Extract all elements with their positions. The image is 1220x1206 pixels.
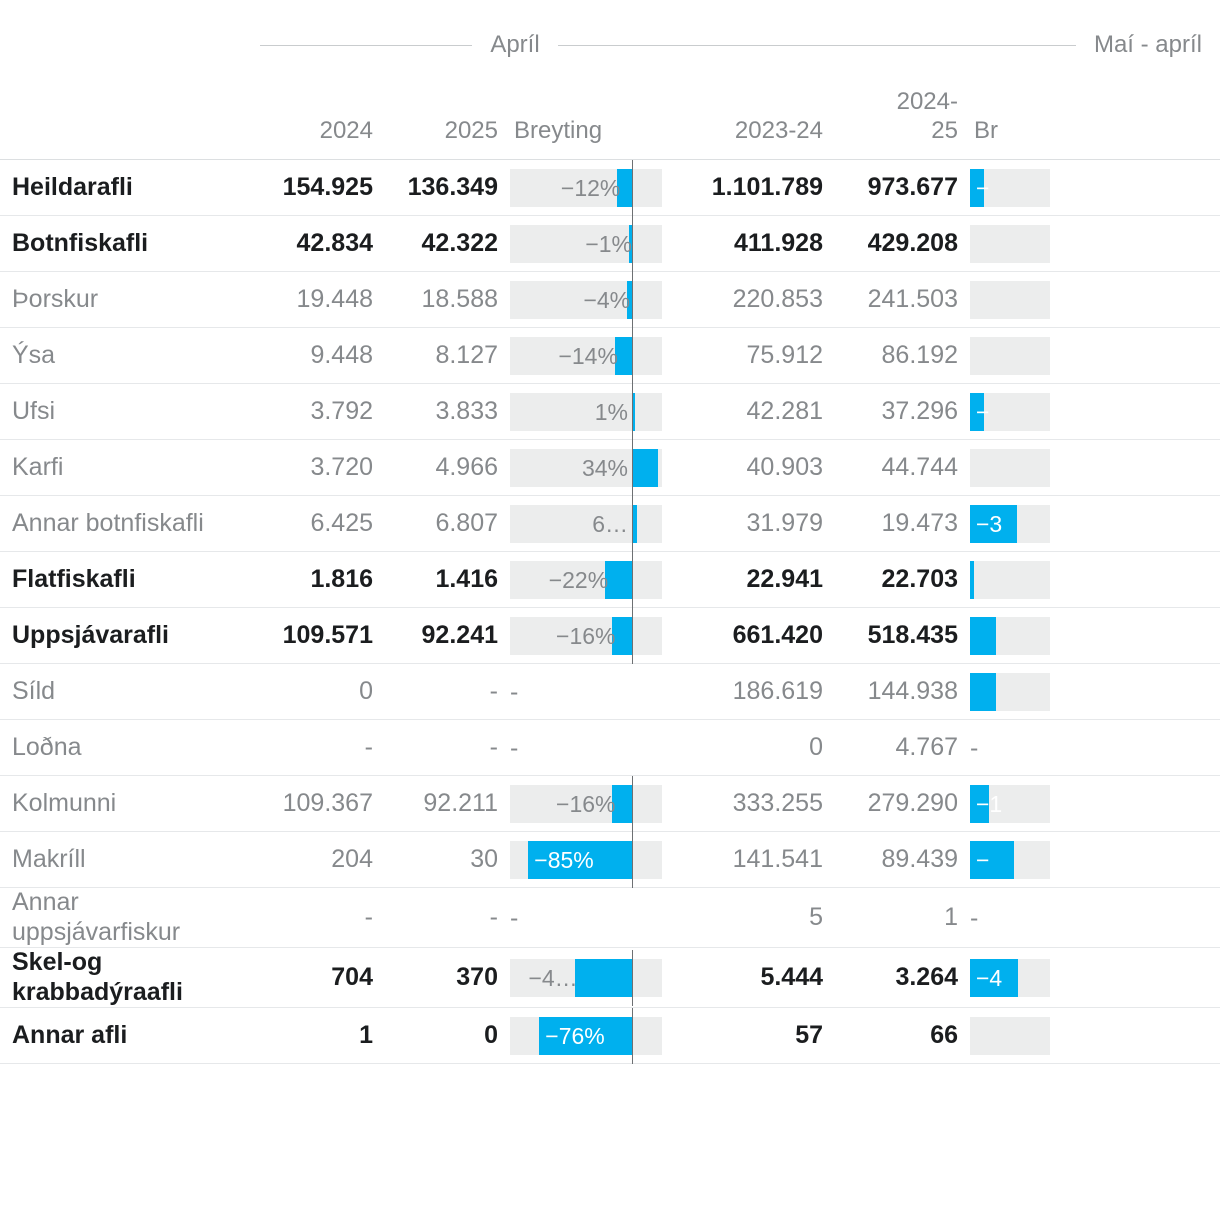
bar-axis-line [632,950,633,1006]
bar-axis-line [632,216,633,272]
cell-breyting-2-bar [970,393,1050,431]
cell-breyting-2-bar [970,959,1050,997]
cell-breyting-2-bar [970,169,1050,207]
cell-breyting-bar [510,449,675,487]
bar-value-label: −76% [545,1022,605,1049]
cell-mai-2024-25: 144.938 [867,677,958,705]
cell-apr-2025: 18.588 [421,285,498,313]
cell-mai-2023-24: 186.619 [732,677,823,705]
cell-mai-2023-24: 40.903 [746,453,823,481]
cell-breyting-bar [510,785,675,823]
table-row[interactable] [0,216,1220,272]
cell-mai-2023-24: 1.101.789 [711,173,823,201]
cell-mai-2023-24: 57 [795,1021,823,1049]
cell-mai-2024-25: 241.503 [867,285,958,313]
cell-mai-2023-24: 661.420 [732,621,823,649]
bar-value-label-2: −4 [976,964,1003,991]
cell-apr-2024: 3.720 [310,453,373,481]
cell-apr-2025: 136.349 [407,173,498,201]
cell-apr-2024: 1.816 [310,565,373,593]
table-row[interactable] [0,440,1220,496]
cell-mai-2023-24: 22.941 [746,565,823,593]
table-row[interactable] [0,384,1220,440]
cell-breyting-bar [510,729,675,767]
bar-value-label-2: −1 [976,790,1003,817]
bar-wrapper-2 [970,959,1050,997]
cell-breyting-bar [510,505,675,543]
bar-wrapper-2 [970,899,1050,937]
cell-breyting-bar [510,617,675,655]
cell-apr-2025: 92.241 [421,621,498,649]
bar-axis-line [632,776,633,832]
cell-mai-2024-25: 89.439 [881,845,958,873]
cell-breyting-bar [510,673,675,711]
bar-wrapper-2 [970,617,1050,655]
table-row[interactable] [0,664,1220,720]
bar-wrapper [510,729,669,767]
bar-fill-2 [970,673,996,711]
cell-mai-2024-25: 37.296 [881,397,958,425]
cell-breyting-2-bar [970,281,1050,319]
cell-mai-2023-24: 333.255 [732,789,823,817]
bar-value-label: −85% [534,846,594,873]
cell-breyting-2-bar [970,505,1050,543]
row-label: Loðna [12,732,82,761]
bar-wrapper [510,899,669,937]
bar-wrapper [510,449,669,487]
bar-wrapper-2 [970,225,1050,263]
row-label: Karfi [12,452,64,481]
cell-breyting-bar [510,959,675,997]
cell-mai-2024-25: 4.767 [895,733,958,761]
cell-mai-2023-24: 411.928 [734,229,823,257]
cell-breyting-bar [510,841,675,879]
group-rule-left [260,45,472,46]
cell-apr-2025: 1.416 [435,565,498,593]
cell-mai-2023-24: 5.444 [760,963,823,991]
bar-empty-dash: - [510,733,519,762]
bar-empty-dash-2: - [970,733,979,762]
row-label: Flatfiskafli [12,564,136,593]
cell-apr-2025: - [489,677,498,705]
bar-value-label-2: − [976,398,990,425]
row-label: Heildarafli [12,172,133,201]
bar-fill [632,449,658,487]
column-header-2024-25[interactable] [835,88,970,159]
cell-apr-2024: 704 [331,963,373,991]
bar-axis-line [632,1008,633,1064]
cell-breyting-bar [510,225,675,263]
bar-axis-line [632,552,633,608]
row-label: Kolmunni [12,788,117,817]
bar-empty-dash-2: - [970,903,979,932]
bar-empty-dash: - [510,903,519,932]
cell-mai-2024-25: 66 [930,1021,958,1049]
cell-mai-2024-25: 429.208 [867,229,958,257]
bar-track-2 [970,1017,1050,1055]
group-label-april: Apríl [490,31,540,58]
bar-value-label: −16% [556,790,616,817]
group-rule-right [558,45,770,46]
cell-breyting-bar [510,169,675,207]
bar-wrapper [510,673,669,711]
cell-apr-2025: 0 [484,1021,498,1049]
bar-axis-line [632,608,633,664]
bar-fill [605,561,632,599]
cell-breyting-2-bar [970,729,1050,767]
bar-value-label: −4% [583,286,631,313]
table-row[interactable] [0,888,1220,948]
cell-mai-2024-25: 86.192 [881,341,958,369]
cell-apr-2024: 3.792 [310,397,373,425]
bar-wrapper [510,561,669,599]
cell-apr-2024: 1 [359,1021,373,1049]
cell-apr-2024: 6.425 [310,509,373,537]
cell-mai-2024-25: 3.264 [895,963,958,991]
bar-wrapper [510,841,669,879]
bar-axis-line [632,440,633,496]
column-header-2024-25-line1: 2024- [896,88,958,116]
cell-mai-2023-24: 141.541 [732,845,823,873]
bar-axis-line [632,832,633,888]
cell-mai-2023-24: 5 [809,903,823,931]
group-rule-left-2 [770,45,1076,46]
bar-wrapper-2 [970,169,1050,207]
cell-mai-2023-24: 0 [809,733,823,761]
bar-axis-line [632,496,633,552]
row-label: Skel-og krabbadýraafli [12,948,183,1006]
bar-value-label: −4… [528,964,578,991]
cell-apr-2024: 109.571 [282,621,373,649]
bar-value-label: 1% [594,398,628,425]
bar-wrapper-2 [970,1017,1050,1055]
column-header-row [0,64,1220,160]
column-header-label [0,145,260,159]
table-row[interactable] [0,272,1220,328]
bar-wrapper-2 [970,505,1050,543]
row-label: Annar botnfiskafli [12,508,204,537]
table-row[interactable] [0,608,1220,664]
cell-breyting-2-bar [970,899,1050,937]
row-label: Botnfiskafli [12,228,149,257]
cell-breyting-bar [510,337,675,375]
cell-apr-2024: 0 [359,677,373,705]
cell-apr-2025: - [489,903,498,931]
bar-value-label: −12% [560,174,621,201]
cell-mai-2024-25: 44.744 [881,453,958,481]
cell-breyting-2-bar [970,561,1050,599]
bar-fill-2 [970,561,974,599]
cell-apr-2024: 204 [331,845,373,873]
cell-breyting-bar [510,393,675,431]
cell-apr-2025: 30 [470,845,498,873]
table-row[interactable] [0,328,1220,384]
table-row[interactable] [0,832,1220,888]
column-header-2025[interactable]: 2025 [444,116,498,144]
row-label: Ufsi [12,396,56,425]
cell-breyting-2-bar [970,337,1050,375]
column-header-2024[interactable]: 2024 [319,116,373,144]
bar-value-label: 34% [581,454,628,481]
bar-wrapper [510,281,669,319]
bar-wrapper-2 [970,449,1050,487]
table-body [0,160,1220,1064]
cell-mai-2024-25: 279.290 [867,789,958,817]
column-header-breyting[interactable]: Breyting [514,116,603,144]
bar-axis-line [632,384,633,440]
bar-wrapper-2 [970,729,1050,767]
table-row[interactable] [0,948,1220,1008]
bar-axis-line [632,272,633,328]
bar-track-2 [970,449,1050,487]
cell-breyting-bar [510,281,675,319]
cell-mai-2024-25: 518.435 [867,621,958,649]
cell-breyting-2-bar [970,449,1050,487]
cell-breyting-2-bar [970,1017,1050,1055]
bar-track-2 [970,561,1050,599]
cell-breyting-2-bar [970,841,1050,879]
row-label: Þorskur [12,284,99,313]
bar-axis-line [632,160,633,216]
row-label: Annar uppsjávarfiskur [12,888,181,946]
cell-mai-2023-24: 42.281 [746,397,823,425]
bar-wrapper [510,959,669,997]
bar-value-label: −1% [585,230,632,257]
table-row[interactable] [0,160,1220,216]
bar-value-label-2: − [976,846,990,873]
cell-apr-2024: 42.834 [296,229,373,257]
group-label-mai-april: Maí - apríl [1093,31,1202,58]
bar-wrapper-2 [970,337,1050,375]
cell-apr-2025: 6.807 [435,509,498,537]
row-label: Síld [12,676,56,705]
column-header-2024-25-line2: 25 [931,116,958,144]
bar-fill-2 [970,617,996,655]
table-row[interactable] [0,552,1220,608]
cell-apr-2024: 9.448 [310,341,373,369]
bar-wrapper [510,785,669,823]
bar-wrapper-2 [970,673,1050,711]
bar-value-label: 6… [592,510,628,537]
bar-wrapper [510,617,669,655]
cell-apr-2025: 92.211 [423,789,498,817]
cell-mai-2024-25: 19.473 [881,509,958,537]
bar-wrapper [510,169,669,207]
bar-axis-line [632,328,633,384]
cell-breyting-2-bar [970,673,1050,711]
cell-breyting-bar [510,561,675,599]
cell-mai-2023-24: 220.853 [732,285,823,313]
table-row[interactable] [0,720,1220,776]
cell-breyting-2-bar [970,617,1050,655]
bar-track-2 [970,225,1050,263]
cell-apr-2025: 8.127 [435,341,498,369]
table-row[interactable] [0,496,1220,552]
table-row[interactable] [0,1008,1220,1064]
bar-wrapper [510,1017,669,1055]
cell-mai-2023-24: 75.912 [746,341,823,369]
bar-value-label: −14% [558,342,618,369]
cell-mai-2024-25: 22.703 [881,565,958,593]
bar-wrapper-2 [970,841,1050,879]
cell-apr-2025: - [489,733,498,761]
bar-wrapper-2 [970,393,1050,431]
row-label: Annar afli [12,1020,128,1049]
group-header-april [260,31,770,59]
bar-track-2 [970,281,1050,319]
bar-wrapper-2 [970,281,1050,319]
bar-fill [575,959,632,997]
bar-wrapper [510,393,669,431]
cell-apr-2024: - [364,903,373,931]
cell-apr-2025: 4.966 [435,453,498,481]
bar-wrapper-2 [970,785,1050,823]
row-label: Ýsa [12,340,56,369]
cell-mai-2024-25: 973.677 [867,173,958,201]
cell-apr-2024: 109.367 [282,789,373,817]
cell-mai-2024-25: 1 [944,903,958,931]
group-header-row [0,0,1220,64]
bar-wrapper-2 [970,561,1050,599]
cell-apr-2025: 42.322 [421,229,498,257]
row-label: Uppsjávarafli [12,620,170,649]
cell-apr-2025: 370 [456,963,498,991]
cell-apr-2025: 3.833 [435,397,498,425]
bar-value-label-2: −3 [976,510,1003,537]
bar-value-label-2: − [976,174,990,201]
cell-apr-2024: 19.448 [296,285,373,313]
bar-wrapper [510,225,669,263]
bar-track-2 [970,337,1050,375]
table-row[interactable] [0,776,1220,832]
bar-wrapper [510,505,669,543]
column-header-breyting-2[interactable]: Br [974,116,998,144]
cell-breyting-bar [510,1017,675,1055]
cell-mai-2023-24: 31.979 [746,509,823,537]
cell-breyting-2-bar [970,785,1050,823]
cell-breyting-bar [510,899,675,937]
bar-value-label: −22% [548,566,609,593]
column-header-2023-24[interactable]: 2023-24 [734,116,823,144]
group-header-mai-april [770,31,1220,59]
cell-apr-2024: - [364,733,373,761]
bar-value-label: −16% [556,622,616,649]
cell-breyting-2-bar [970,225,1050,263]
bar-wrapper [510,337,669,375]
row-label: Makríll [12,844,86,873]
bar-empty-dash: - [510,677,519,706]
cell-apr-2024: 154.925 [282,173,373,201]
